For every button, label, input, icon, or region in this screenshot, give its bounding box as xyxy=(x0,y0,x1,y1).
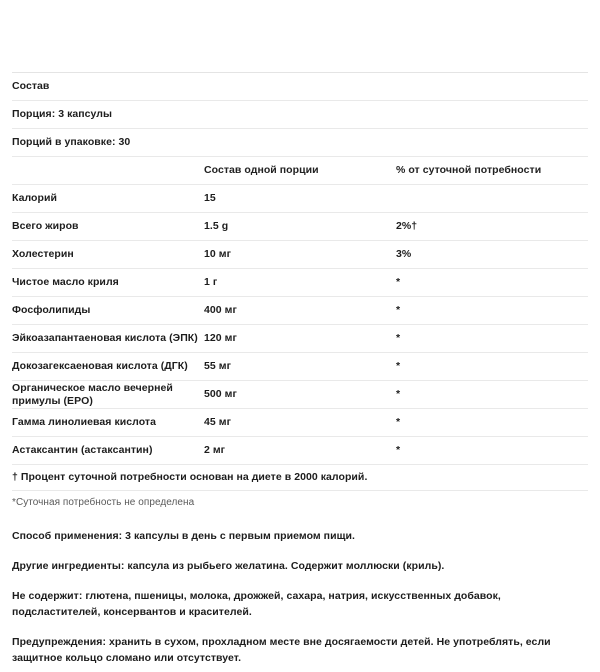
column-header-nutrient xyxy=(12,157,204,185)
table-header-row xyxy=(12,157,588,185)
nutrient-amount: 15 xyxy=(204,192,216,204)
table-row xyxy=(12,437,588,465)
supplement-facts-table xyxy=(12,72,588,514)
nutrient-daily-value: * xyxy=(396,388,401,400)
nutrient-amount: 55 мг xyxy=(204,360,231,372)
directions-paragraph: Способ применения: 3 капсулы в день с первым приемом пищи. xyxy=(12,530,355,542)
footnote-daily-value-not-established: *Суточная потребность не определена xyxy=(12,497,195,508)
column-header-percent-daily-value: % от суточной потребности xyxy=(396,164,542,176)
column-header-amount-per-serving: Состав одной порции xyxy=(204,164,319,176)
nutrient-name: Эйкоазапантаеновая кислота (ЭПК) xyxy=(12,332,198,344)
table-row xyxy=(12,213,588,241)
table-row xyxy=(12,409,588,437)
table-row xyxy=(12,269,588,297)
nutrient-amount: 120 мг xyxy=(204,332,237,344)
table-row-footnote-asterisk xyxy=(12,491,588,515)
nutrient-daily-value: * xyxy=(396,416,401,428)
nutrient-daily-value: * xyxy=(396,360,401,372)
table-row xyxy=(12,353,588,381)
nutrient-name: Холестерин xyxy=(12,248,74,260)
table-row xyxy=(12,241,588,269)
table-row-servings-per-container xyxy=(12,129,588,157)
table-row-title xyxy=(12,73,588,101)
nutrient-daily-value: * xyxy=(396,332,401,344)
supplement-facts-title: Состав xyxy=(12,80,50,92)
free-from-paragraph: Не содержит: глютена, пшеницы, молока, дрожжей, сахара, натрия, искусственных добавок, подсластителей, консервантов и красителей. xyxy=(12,590,501,618)
nutrient-name: Астаксантин (астаксантин) xyxy=(12,444,153,456)
table-row xyxy=(12,381,588,409)
nutrient-name: Чистое масло криля xyxy=(12,276,119,288)
nutrient-daily-value: * xyxy=(396,276,401,288)
nutrient-daily-value: * xyxy=(396,304,401,316)
warnings-paragraph: Предупреждения: хранить в сухом, прохладном месте вне досягаемости детей. Не употреблять, если защитное кольцо сломано или отсутствует. xyxy=(12,636,551,664)
nutrient-amount: 1 г xyxy=(204,276,218,288)
footnote-daily-value-basis: † Процент суточной потребности основан на диете в 2000 калорий. xyxy=(12,471,368,483)
nutrient-amount: 2 мг xyxy=(204,444,226,456)
supplement-facts-page xyxy=(0,72,600,672)
nutrient-name: Фосфолипиды xyxy=(12,304,91,316)
nutrient-amount: 500 мг xyxy=(204,388,237,400)
nutrient-name: Калорий xyxy=(12,192,57,204)
nutrient-daily-value: * xyxy=(396,444,401,456)
serving-size-label: Порция: 3 капсулы xyxy=(12,108,113,120)
nutrient-amount: 10 мг xyxy=(204,248,231,260)
other-ingredients-paragraph: Другие ингредиенты: капсула из рыбьего желатина. Содержит моллюски (криль). xyxy=(12,560,445,572)
nutrient-name: Докозагексаеновая кислота (ДГК) xyxy=(12,360,188,372)
nutrient-amount: 1.5 g xyxy=(204,220,229,232)
nutrient-name: Всего жиров xyxy=(12,220,79,232)
table-row xyxy=(12,185,588,213)
nutrient-daily-value: 2%† xyxy=(396,220,418,232)
nutrient-amount: 400 мг xyxy=(204,304,237,316)
nutrient-name: Гамма линолиевая кислота xyxy=(12,416,157,428)
nutrient-daily-value xyxy=(396,185,588,213)
product-info-block xyxy=(12,514,588,666)
nutrient-name: Органическое масло вечерней примулы (EPO) xyxy=(12,381,173,407)
table-row xyxy=(12,297,588,325)
nutrient-amount: 45 мг xyxy=(204,416,231,428)
supplement-facts-table-body xyxy=(12,73,588,515)
nutrient-daily-value: 3% xyxy=(396,248,412,260)
servings-per-container-label: Порций в упаковке: 30 xyxy=(12,136,131,148)
table-row-serving-size xyxy=(12,101,588,129)
table-row xyxy=(12,325,588,353)
table-row-footnote-dagger xyxy=(12,465,588,491)
